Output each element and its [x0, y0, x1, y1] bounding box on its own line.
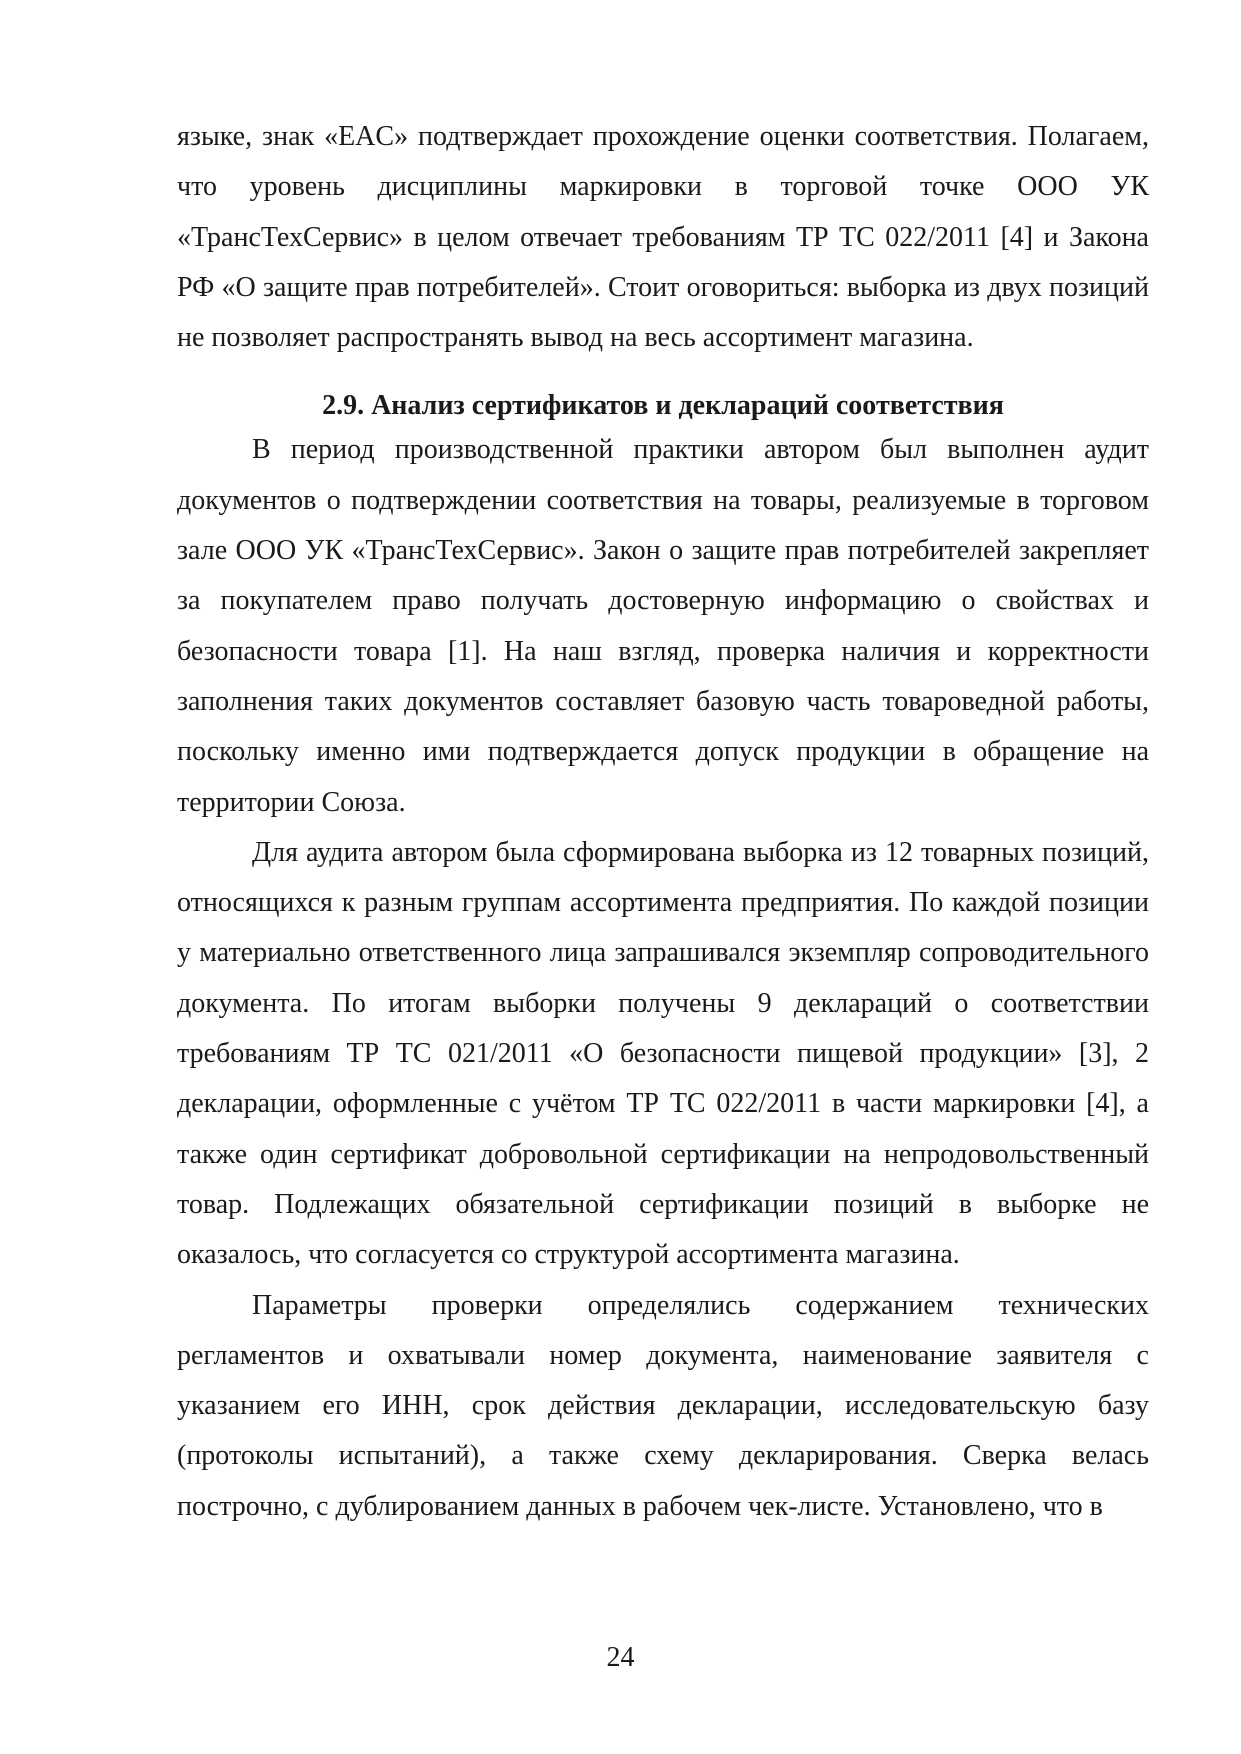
paragraph-sample: Для аудита автором была сформирована выборка из 12 товарных позиций, относящихся к разным группам ассортимента предприятия. По каждой позиции у материально ответственного лица запрашивался экземпляр сопроводительного документа. По итогам выборки получены 9 деклараций о соответствии требованиям ТР ТС 021/2011 «О безопасности пищевой продукции» [3], 2 декларации, оформленные с учётом ТР ТС 022/2011 в части маркировки [4], а также один сертификат добровольной сертификации на непродовольственный товар. Подлежащих обязательной сертификации позиций в выборке не оказалось, что согласуется со структурой ассортимента магазина.: [177, 836, 1149, 1271]
section-heading: 2.9. Анализ сертификатов и деклараций соответствия: [322, 390, 1004, 422]
page-number: 24: [606, 1642, 635, 1673]
document-page: [177, 112, 1149, 1532]
paragraph-parameters: Параметры проверки определялись содержанием технических регламентов и охватывали номер документа, наименование заявителя с указанием его ИНН, срок действия декларации, исследовательскую базу (протоколы испытаний), а также схему декларирования. Сверка велась построчно, с дублированием данных в рабочем чек-листе. Установлено, что в: [177, 1289, 1149, 1522]
paragraph-continuation: языке, знак «EAC» подтверждает прохождение оценки соответствия. Полагаем, что уровень дисциплины маркировки в торговой точке ООО УК «ТрансТехСервис» в целом отвечает требованиям ТР ТС 022/2011 [4] и Закона РФ «О защите прав потребителей». Стоит оговориться: выборка из двух позиций не позволяет распространять вывод на весь ассортимент магазина.: [177, 121, 1149, 354]
paragraph-audit-intro: В период производственной практики автором был выполнен аудит документов о подтверждении соответствия на товары, реализуемые в торговом зале ООО УК «ТрансТехСервис». Закон о защите прав потребителей закрепляет за покупателем право получать достоверную информацию о свойствах и безопасности товара [1]. На наш взгляд, проверка наличия и корректности заполнения таких документов составляет базовую часть товароведной работы, поскольку именно ими подтверждается допуск продукции в обращение на территории Союза.: [177, 434, 1149, 818]
